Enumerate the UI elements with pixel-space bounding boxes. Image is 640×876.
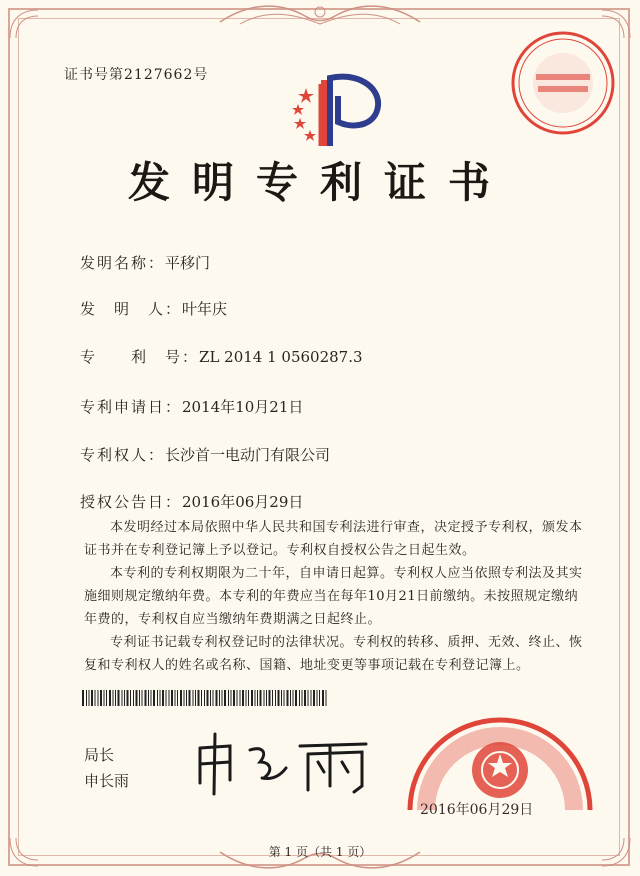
patent-office-logo [286, 66, 386, 148]
field-value: ZL 2014 1 0560287.3 [199, 348, 363, 366]
barcode-bar [109, 690, 111, 706]
barcode-bar [219, 690, 220, 706]
barcode-bar [222, 690, 223, 706]
barcode-bar [98, 690, 99, 706]
field-label: 发明名称： [80, 254, 166, 272]
field-value: 平移门 [165, 254, 211, 272]
barcode-bar [213, 690, 214, 706]
barcode-bar [311, 690, 312, 706]
barcode-bar [248, 690, 249, 706]
barcode-bar [86, 690, 87, 706]
corner-ornament [6, 6, 42, 42]
barcode-bar [281, 690, 282, 706]
barcode-bar [184, 690, 185, 706]
barcode-bar [216, 690, 218, 706]
field-patent-number [80, 346, 363, 367]
director-name: 申长雨 [84, 772, 130, 790]
field-label: 授权公告日： [80, 493, 183, 511]
barcode-bar [160, 690, 161, 706]
paragraph-legal-status: 专利证书记载专利权登记时的法律状况。专利权的转移、质押、无效、终止、恢复和专利权人的姓名或名称、国籍、地址变更等事项记载在专利登记簿上。 [84, 635, 583, 673]
barcode-bar [142, 690, 143, 706]
barcode-bar [257, 690, 258, 706]
field-value: 叶年庆 [182, 300, 228, 318]
barcode-bar [82, 690, 84, 706]
barcode-bar [151, 690, 152, 706]
field-value: 2016年06月29日 [182, 493, 304, 511]
barcode-bar [115, 690, 116, 706]
field-label: 专 利 号： [80, 348, 200, 366]
barcode-bar [322, 690, 324, 706]
field-label: 专利权人： [80, 446, 166, 464]
barcode-bar [145, 690, 147, 706]
barcode-bar [118, 690, 120, 706]
barcode-bar [255, 690, 256, 706]
barcode-bar [302, 690, 303, 706]
barcode-bar [251, 690, 253, 706]
barcode-bar [284, 690, 285, 706]
barcode-bar [106, 690, 107, 706]
barcode-bar [295, 690, 297, 706]
barcode-bar [127, 690, 129, 706]
director-signature [190, 728, 380, 798]
barcode-bar [242, 690, 244, 706]
barcode-bar [228, 690, 229, 706]
barcode-bar [224, 690, 226, 706]
field-label: 发 明 人： [80, 300, 183, 318]
field-grant-date [80, 491, 303, 512]
certificate-number: 证书号第2127662号 [64, 67, 209, 83]
barcode-bar [189, 690, 191, 706]
barcode-bar [157, 690, 158, 706]
barcode-bar [326, 690, 327, 706]
barcode-bar [319, 690, 320, 706]
barcode-bar [317, 690, 318, 706]
barcode-bar [136, 690, 138, 706]
field-application-date [80, 396, 303, 417]
barcode-bar [278, 690, 280, 706]
barcode [82, 690, 330, 706]
barcode-bar [95, 690, 96, 706]
document-title: 发明专利证书 [127, 158, 512, 207]
barcode-bar [240, 690, 241, 706]
barcode-bar [269, 690, 271, 706]
barcode-bar [313, 690, 315, 706]
barcode-bar [237, 690, 238, 706]
barcode-bar [130, 690, 131, 706]
barcode-bar [104, 690, 105, 706]
page-footer: 第 1 页（共 1 页） [268, 845, 372, 859]
barcode-bar [264, 690, 265, 706]
barcode-bar [186, 690, 187, 706]
barcode-bar [148, 690, 149, 706]
barcode-bar [89, 690, 90, 706]
barcode-bar [204, 690, 205, 706]
barcode-bar [162, 690, 164, 706]
barcode-bar [113, 690, 114, 706]
paragraph-grant: 本发明经过本局依照中华人民共和国专利法进行审查，决定授予专利权，颁发本证书并在专利登记簿上予以登记。专利权自授权公告之日起生效。 [84, 520, 583, 558]
top-ornament [210, 2, 430, 30]
barcode-bar [272, 690, 273, 706]
barcode-bar [210, 690, 211, 706]
field-value: 长沙首一电动门有限公司 [165, 446, 331, 464]
barcode-bar [198, 690, 200, 706]
barcode-bar [171, 690, 173, 706]
paragraph-term: 本专利的专利权期限为二十年，自申请日起算。专利权人应当依照专利法及其实施细则规定缴纳年费。本专利的年费应当在每年10月21日前缴纳。未按照规定缴纳年费的，专利权自应当缴纳年费期满之日起终止。 [84, 566, 583, 627]
barcode-bar [293, 690, 294, 706]
barcode-bar [266, 690, 267, 706]
barcode-bar [207, 690, 209, 706]
barcode-bar [139, 690, 140, 706]
barcode-bar [246, 690, 247, 706]
barcode-bar [133, 690, 134, 706]
barcode-bar [201, 690, 202, 706]
regional-seal [508, 28, 618, 138]
barcode-bar [233, 690, 235, 706]
barcode-bar [177, 690, 178, 706]
barcode-bar [299, 690, 300, 706]
barcode-bar [193, 690, 194, 706]
field-label: 专利申请日： [80, 398, 183, 416]
field-invention-name [80, 252, 210, 273]
barcode-bar [166, 690, 167, 706]
field-value: 2014年10月21日 [182, 398, 304, 416]
barcode-bar [169, 690, 170, 706]
director-title: 局长 [84, 746, 115, 764]
field-patentee [80, 444, 330, 465]
barcode-bar [308, 690, 309, 706]
barcode-bar [290, 690, 291, 706]
barcode-bar [287, 690, 289, 706]
barcode-bar [180, 690, 182, 706]
barcode-bar [231, 690, 232, 706]
barcode-bar [275, 690, 276, 706]
field-inventor [80, 298, 227, 319]
seal-date: 2016年06月29日 [420, 802, 534, 818]
barcode-bar [124, 690, 125, 706]
barcode-bar [195, 690, 196, 706]
barcode-bar [175, 690, 176, 706]
barcode-bar [153, 690, 155, 706]
barcode-bar [91, 690, 93, 706]
barcode-bar [260, 690, 262, 706]
barcode-bar [100, 690, 102, 706]
barcode-bar [122, 690, 123, 706]
barcode-bar [304, 690, 306, 706]
